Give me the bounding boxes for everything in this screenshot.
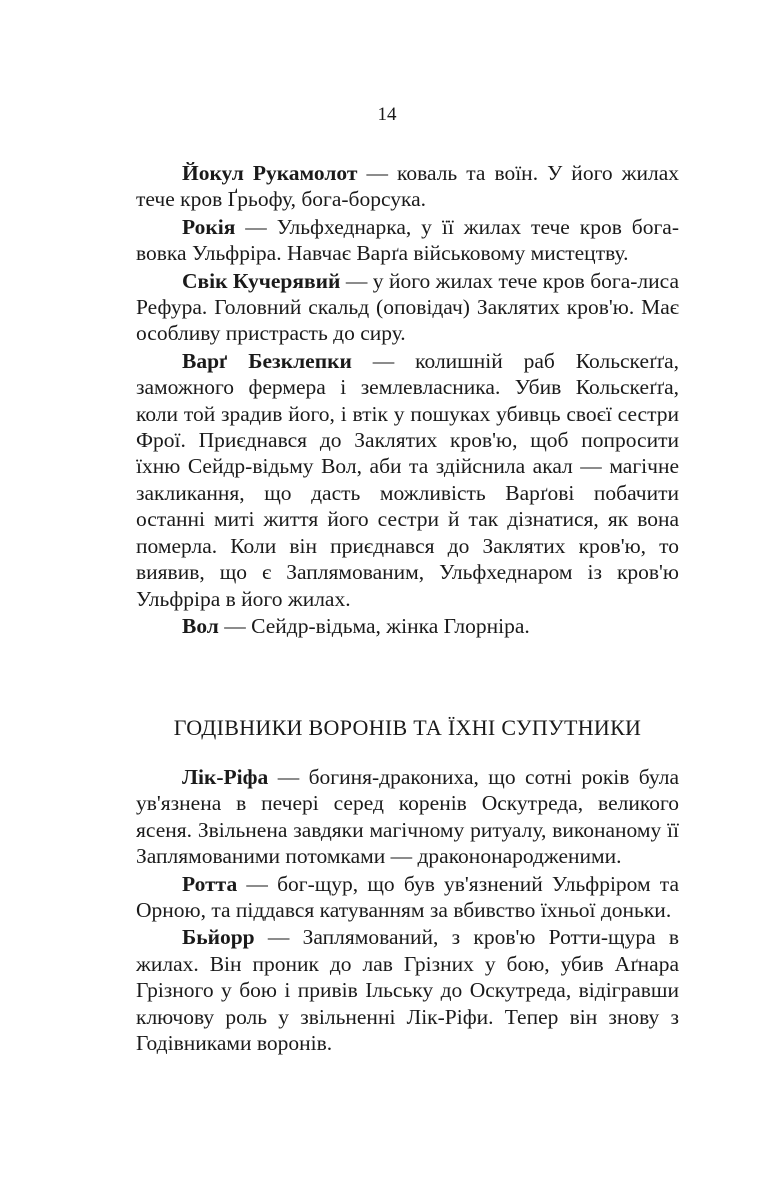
character-description: — колишній раб Кольскеґґа, заможного фермера і землевласника. Убив Кольскеґґа, коли той зрадив його, і втік у пошуках убивць своєї сестри Фрої. Приєднався до Заклятих кров'ю, щоб попросити їхню Сейдр-відьму Вол, аби та здійснила акал — магічне закликання, що дасть можливість Варґові побачити останні миті життя його сестри й так дізнатися, як вона померла. Коли він приєднався до Заклятих кров'ю, то виявив, що є Заплямованим, Ульфхеднаром із кров'ю Ульфріра в його жилах. [136, 348, 680, 611]
character-entry [136, 764, 679, 870]
character-description: — Заплямований, з кров'ю Ротти-щура в жилах. Він проник до лав Грізних у бою, убив Аґнара Грізного у бою і привів Ільську до Оскутреда, відігравши ключову роль у звільненні Лік-Ріфи. Тепер він знову з Годівниками воронів. [136, 925, 679, 1056]
section-heading: ГОДІВНИКИ ВОРОНІВ ТА ЇХНІ СУПУТНИКИ [173, 715, 642, 740]
character-description: — у його жилах тече кров бога-лиса Рефура. Головний скальд (оповідач) Заклятих кров'ю. Має особливу пристрасть до сиру. [136, 268, 679, 346]
character-entry [136, 871, 679, 924]
character-name: Рокія [182, 214, 236, 239]
character-description: — бог-щур, що був ув'язнений Ульфріром та Орною, та піддався катуванням за вбивство їхньої доньки. [136, 871, 679, 923]
character-entry [136, 160, 679, 213]
character-name: Вол [182, 613, 219, 638]
character-entry [136, 348, 679, 612]
character-entry [136, 268, 679, 347]
character-list-part-1 [136, 160, 679, 639]
page-number: 14 [377, 104, 397, 125]
character-name: Лік-Ріфа [182, 765, 269, 789]
character-description: — Сейдр-відьма, жінка Глорніра. [218, 613, 530, 638]
character-name: Ротта [182, 871, 238, 896]
character-name: Йокул Рукамолот [182, 161, 358, 185]
character-list-part-2 [136, 764, 679, 1056]
character-description: — коваль та воїн. У його жилах тече кров Ґрьофу, бога-борсука. [136, 161, 679, 212]
character-entry [136, 924, 679, 1056]
character-name: Свік Кучерявий [182, 268, 341, 293]
character-name: Варґ Безклепки [182, 348, 352, 373]
character-description: — Ульфхеднарка, у її жилах тече кров бога-вовка Ульфріра. Навчає Варґа військовому мистецтву. [136, 214, 679, 266]
character-entry [136, 214, 679, 267]
character-name: Бьйорр [182, 925, 255, 950]
character-entry [136, 613, 679, 639]
character-description: — богиня-дракониха, що сотні років була ув'язнена в печері серед коренів Оскутреда, великого ясеня. Звільнена завдяки магічному ритуалу, виконаному її Заплямованими потомками — дракононародженими. [136, 765, 679, 869]
